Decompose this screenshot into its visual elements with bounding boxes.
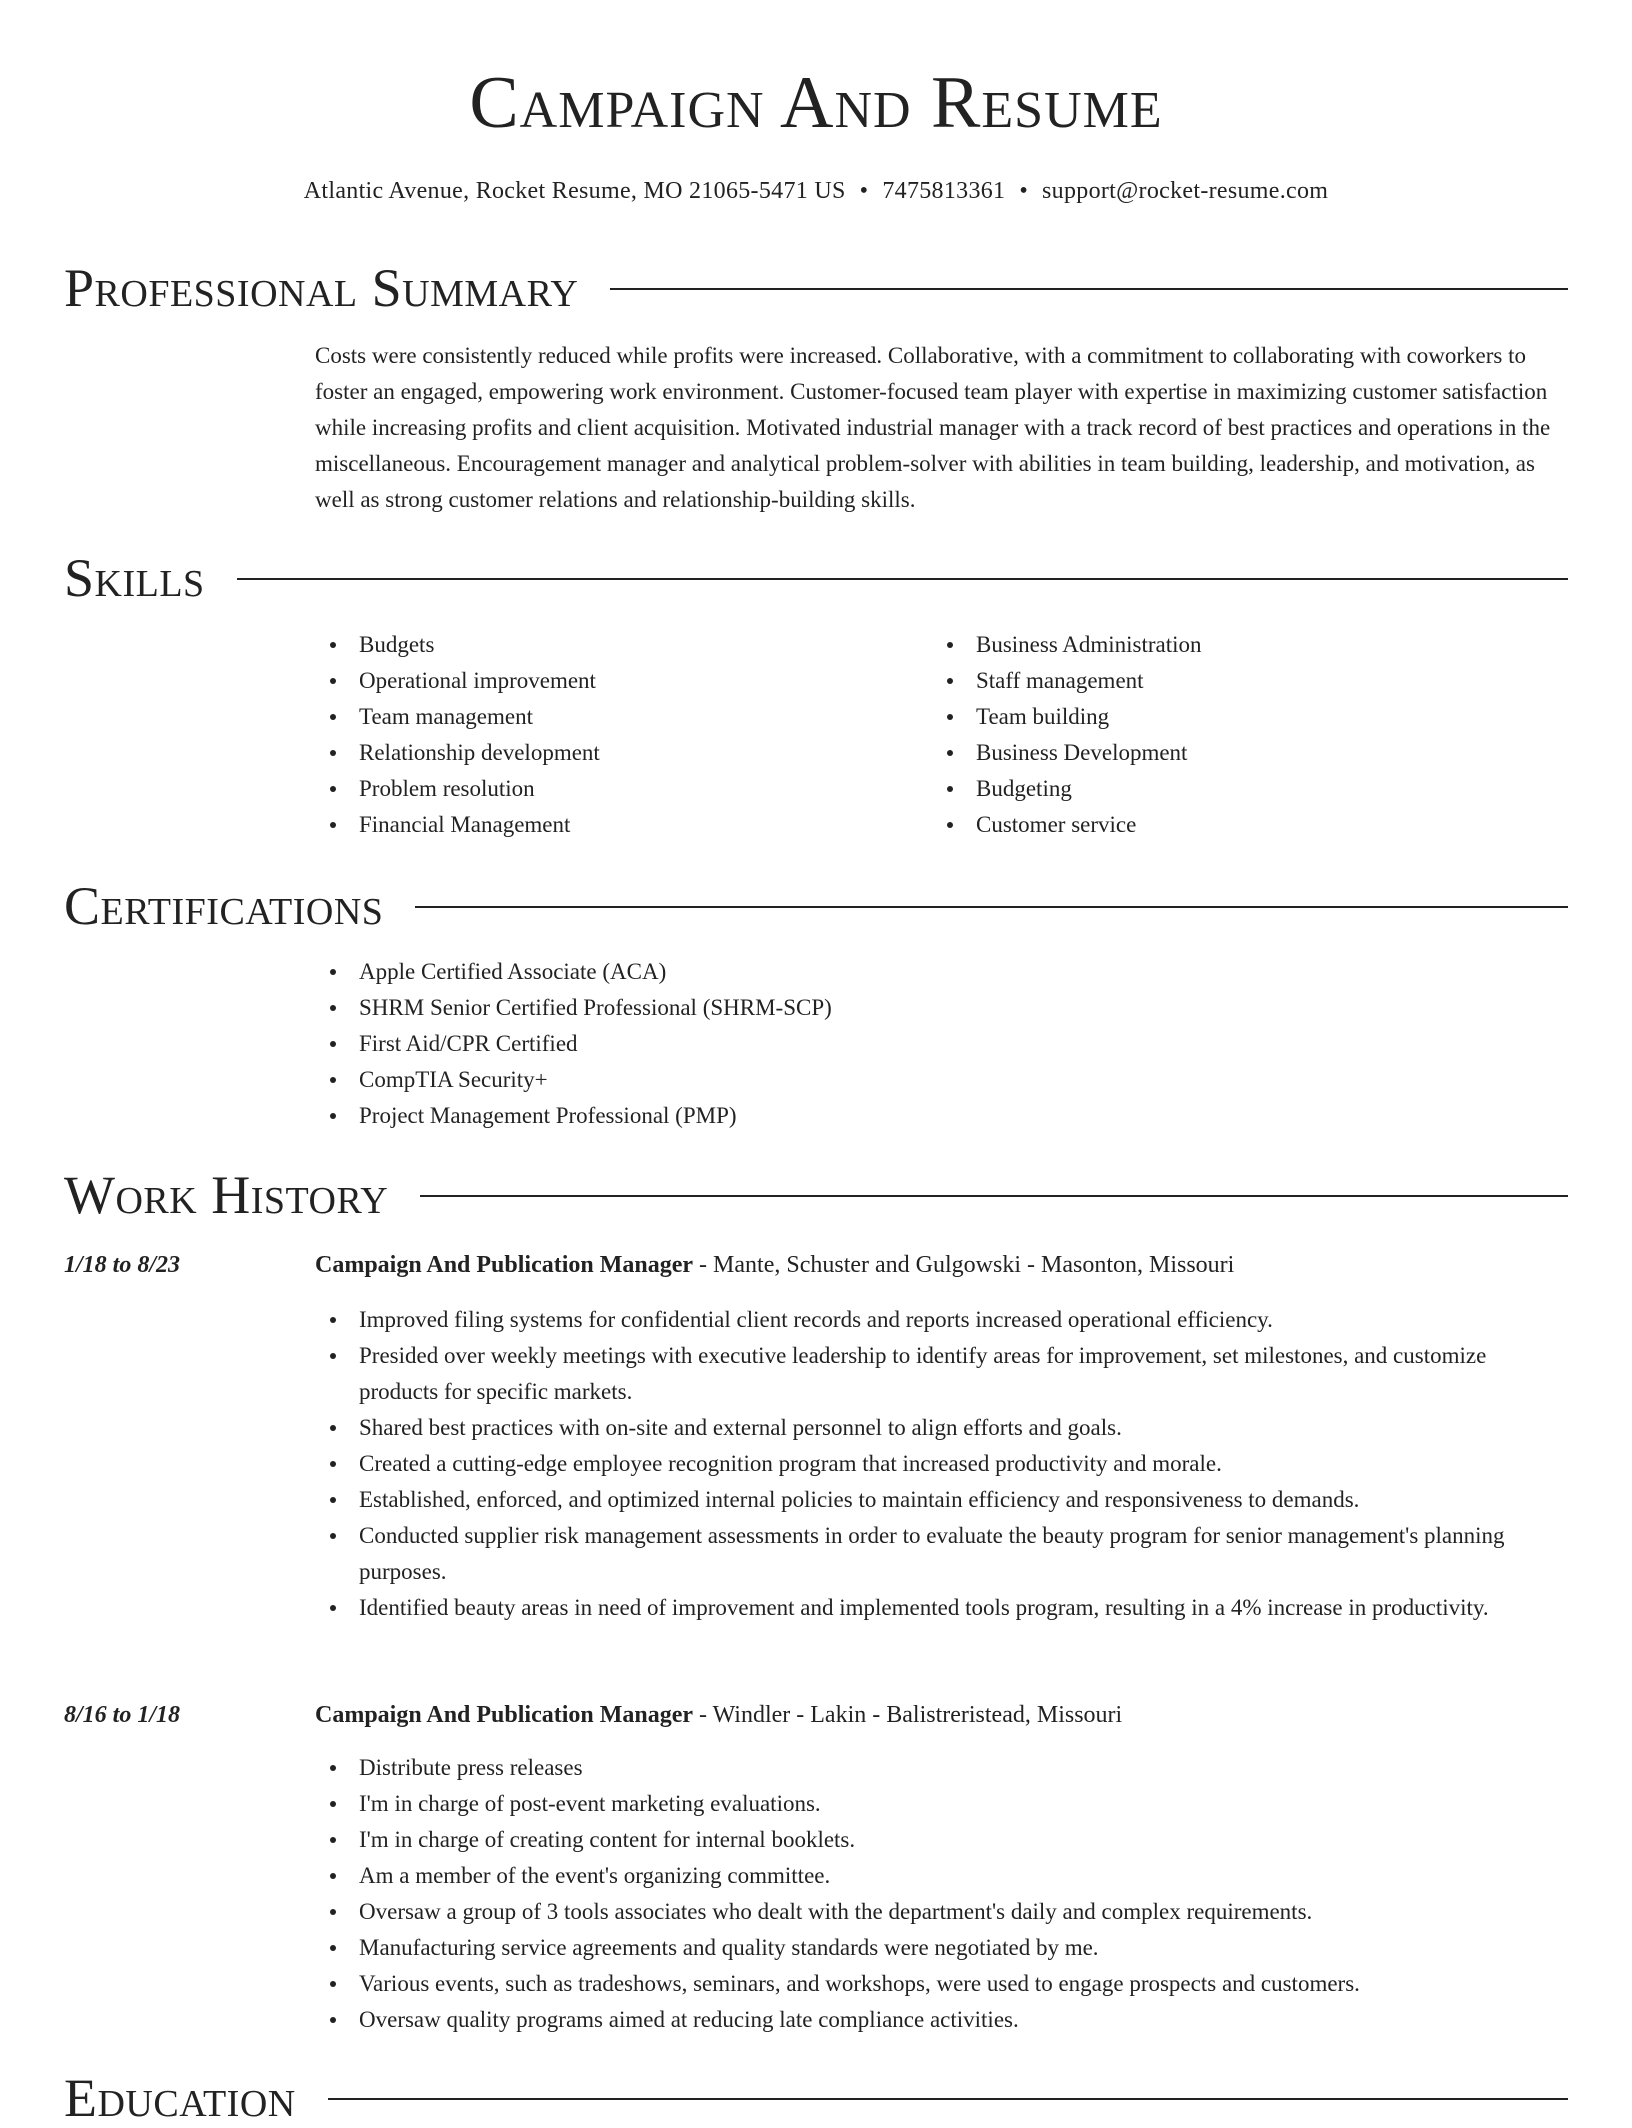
job-bullet: Established, enforced, and optimized internal policies to maintain efficiency and responsiveness to demands. [315,1482,1570,1518]
skill-item: Business Development [932,735,1492,771]
job-bullet: Shared best practices with on-site and external personnel to align efforts and goals. [315,1410,1570,1446]
certification-item: Project Management Professional (PMP) [315,1098,1570,1134]
job-bullet: I'm in charge of creating content for internal booklets. [315,1822,1570,1858]
job-bullet: Various events, such as tradeshows, seminars, and workshops, were used to engage prospects and customers. [315,1966,1570,2002]
job-heading [315,1248,1570,1282]
skill-item: Team building [932,699,1492,735]
certifications-section-header [64,876,1568,936]
summary-section-header [64,258,1568,318]
certification-item: CompTIA Security+ [315,1062,1570,1098]
summary-section-title: Professional Summary [64,258,579,318]
skill-item: Budgets [315,627,875,663]
job-bullet: Am a member of the event's organizing committee. [315,1858,1570,1894]
skill-item: Relationship development [315,735,875,771]
work-section-header [64,1165,1568,1225]
job-bullet: Improved filing systems for confidential client records and reports increased operational efficiency. [315,1302,1570,1338]
job-bullet: Manufacturing service agreements and quality standards were negotiated by me. [315,1930,1570,1966]
section-divider [610,288,1568,290]
contact-separator: • [1019,178,1029,204]
skill-item: Problem resolution [315,771,875,807]
work-section-title: Work History [64,1165,389,1225]
job-bullet: Created a cutting-edge employee recognition program that increased productivity and morale. [315,1446,1570,1482]
job-employer: - Windler - Lakin - Balistreristead, Missouri [693,1702,1123,1728]
job-bullet: Presided over weekly meetings with executive leadership to identify areas for improvement, set milestones, and customize products for specific markets. [315,1338,1570,1410]
contact-line [0,174,1632,208]
education-section-title: Education [64,2068,296,2128]
contact-email: support@rocket-resume.com [1042,178,1329,204]
job-employer: - Mante, Schuster and Gulgowski - Masonton, Missouri [693,1252,1235,1278]
section-divider [415,906,1568,908]
certification-item: First Aid/CPR Certified [315,1026,1570,1062]
skill-item: Financial Management [315,807,875,843]
job-bullet: I'm in charge of post-event marketing evaluations. [315,1786,1570,1822]
job-dates: 8/16 to 1/18 [64,1702,181,1728]
skills-list-right [932,627,1492,843]
summary-text: Costs were consistently reduced while profits were increased. Collaborative, with a commitment to collaborating with coworkers to foster an engaged, empowering work environment. Customer-focused team player with expertise in maximizing customer satisfaction while increasing profits and client acquisition. Motivated industrial manager with a track record of best practices and operations in the miscellaneous. Encouragement manager and analytical problem-solver with abilities in team building, leadership, and motivation, as well as strong customer relations and relationship-building skills. [315,343,1551,512]
job-title: Campaign And Publication Manager [315,1252,694,1278]
certification-item: Apple Certified Associate (ACA) [315,954,1570,990]
job-bullet: Oversaw a group of 3 tools associates who dealt with the department's daily and complex requirements. [315,1894,1570,1930]
skill-item: Business Administration [932,627,1492,663]
contact-separator: • [859,178,869,204]
certifications-list [315,954,1570,1134]
job-dates: 1/18 to 8/23 [64,1252,181,1278]
job-bullet: Identified beauty areas in need of improvement and implemented tools program, resulting in a 4% increase in productivity. [315,1590,1570,1626]
education-section-header [64,2068,1568,2128]
section-divider [237,578,1568,580]
skills-section-header [64,548,1568,608]
job-bullet: Conducted supplier risk management assessments in order to evaluate the beauty program for senior management's planning purposes. [315,1518,1570,1590]
skills-section-title: Skills [64,548,205,608]
job-bullet: Distribute press releases [315,1750,1570,1786]
skill-item: Budgeting [932,771,1492,807]
certifications-section-title: Certifications [64,876,384,936]
job-heading [315,1698,1570,1732]
job-bullet-list [315,1302,1570,1626]
contact-phone: 7475813361 [882,178,1006,204]
skill-item: Staff management [932,663,1492,699]
job-bullet: Oversaw quality programs aimed at reducing late compliance activities. [315,2002,1570,2038]
candidate-name: Campaign And Resume [469,62,1163,144]
section-divider [328,2098,1568,2100]
section-divider [420,1195,1568,1197]
certification-item: SHRM Senior Certified Professional (SHRM-SCP) [315,990,1570,1026]
job-bullet-list [315,1750,1570,2038]
job-title: Campaign And Publication Manager [315,1702,694,1728]
contact-address: Atlantic Avenue, Rocket Resume, MO 21065-5471 US [303,178,846,204]
skills-list-left [315,627,875,843]
skill-item: Operational improvement [315,663,875,699]
skill-item: Team management [315,699,875,735]
skill-item: Customer service [932,807,1492,843]
